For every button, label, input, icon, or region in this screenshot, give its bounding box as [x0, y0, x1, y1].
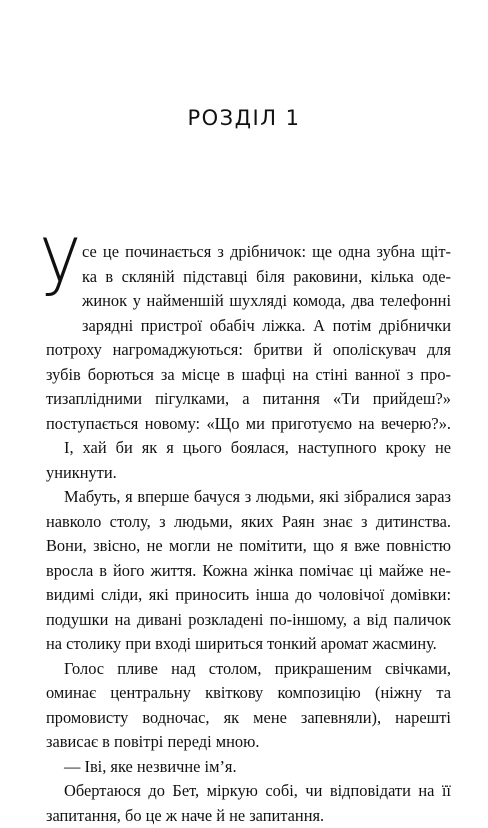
text-line: Мабуть, я вперше бачуся з людьми, які зібралися зараз	[46, 485, 451, 510]
text-line: се це починається з дрібничок: ще одна зубна щіт-	[46, 240, 451, 265]
chapter-title: РОЗДІЛ 1	[0, 106, 488, 130]
text-line: поступається новому: «Що ми приготуємо на вечерю?».	[46, 412, 451, 437]
text-line: І, хай би як я цього боялася, наступного кроку не	[46, 436, 451, 461]
text-line-content: жинок у найменшій шухляді комода, два телефонні зарядні пристрої обабіч ліжка. А потім дрібнички	[82, 291, 451, 335]
text-line: промовисту водночас, як мене запевняли), нарешті	[46, 706, 451, 731]
body-text	[46, 240, 451, 828]
text-line: Вони, звісно, не могли не помітити, що я вже повністю	[46, 534, 451, 559]
text-line: оминає центральну квіткову композицію (ніжну та	[46, 681, 451, 706]
text-line: навколо столу, з людьми, яких Раян знає з дитинства.	[46, 510, 451, 535]
text-line: Голос пливе над столом, прикрашеним свічками,	[46, 657, 451, 682]
drop-cap: У	[40, 230, 80, 308]
text-line: видимі сліди, які приносить інша до чоловічої домівки:	[46, 583, 451, 608]
text-line: зависає в повітрі переді мною.	[46, 730, 451, 755]
text-line: потроху нагромаджуються: бритви й ополіскувач для	[46, 338, 451, 363]
text-line	[46, 289, 451, 338]
text-line: подушки на дивані розкладені по-іншому, а від паличок	[46, 608, 451, 633]
text-line: на столику при вході шириться тонкий аромат жасмину.	[46, 632, 451, 657]
text-line: ка в скляній підставці біля раковини, кілька оде-	[46, 265, 451, 290]
text-line: Обертаюся до Бет, міркую собі, чи відповідати на її	[46, 779, 451, 804]
text-line: тизаплідними пігулками, а питання «Ти прийдеш?»	[46, 387, 451, 412]
text-line: зубів борються за місце в шафці на стіні ванної з про-	[46, 363, 451, 388]
text-line: запитання, бо це ж наче й не запитання.	[46, 804, 451, 828]
text-line: уникнути.	[46, 461, 451, 486]
text-line: вросла в його життя. Кожна жінка помічає ці майже не-	[46, 559, 451, 584]
text-line: — Іві, яке незвичне ім’я.	[46, 755, 451, 780]
